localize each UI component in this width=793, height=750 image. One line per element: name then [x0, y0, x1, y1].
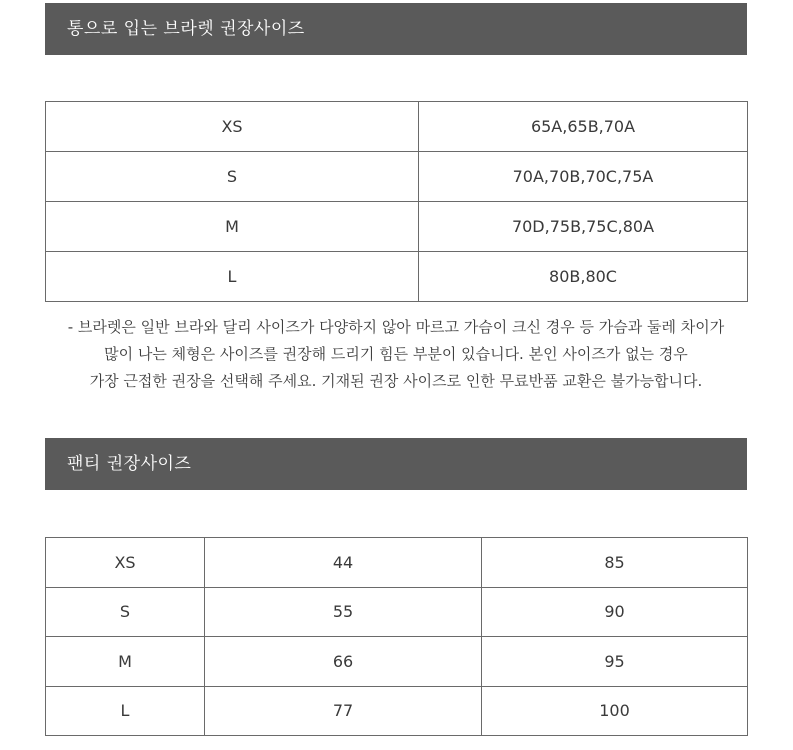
panty-value-cell: 85 — [482, 538, 748, 588]
note-line: 많이 나는 체형은 사이즈를 권장해 드리기 힘든 부분이 있습니다. 본인 사이즈가 없는 경우 — [104, 345, 688, 363]
table-row — [46, 686, 748, 736]
panty-size-table — [45, 537, 748, 736]
table-row — [46, 587, 748, 637]
panty-value-cell: 66 — [205, 637, 482, 687]
note-line: - 브라렛은 일반 브라와 달리 사이즈가 다양하지 않아 마르고 가슴이 크신 경우 등 가슴과 둘레 차이가 — [67, 318, 725, 336]
panty-size-cell: XS — [46, 538, 205, 588]
bra-size-cell: XS — [46, 102, 419, 152]
panty-value-cell: 55 — [205, 587, 482, 637]
table-row — [46, 252, 748, 302]
bra-size-cell: L — [46, 252, 419, 302]
table-row — [46, 202, 748, 252]
panty-value-cell: 44 — [205, 538, 482, 588]
panty-size-header — [45, 438, 747, 490]
bra-recommended-cell: 70A,70B,70C,75A — [419, 152, 748, 202]
table-row — [46, 637, 748, 687]
panty-size-title: 팬티 권장사이즈 — [67, 454, 192, 474]
note-line: 가장 근접한 권장을 선택해 주세요. 기재된 권장 사이즈로 인한 무료반품 교환은 불가능합니다. — [89, 372, 703, 390]
bra-size-cell: M — [46, 202, 419, 252]
bra-size-note — [45, 314, 747, 395]
bra-recommended-cell: 80B,80C — [419, 252, 748, 302]
bra-size-cell: S — [46, 152, 419, 202]
bra-size-header — [45, 3, 747, 55]
bra-size-table — [45, 101, 748, 302]
panty-value-cell: 95 — [482, 637, 748, 687]
bra-recommended-cell: 70D,75B,75C,80A — [419, 202, 748, 252]
panty-size-cell: M — [46, 637, 205, 687]
bra-recommended-cell: 65A,65B,70A — [419, 102, 748, 152]
table-row — [46, 102, 748, 152]
bra-size-title: 통으로 입는 브라렛 권장사이즈 — [67, 19, 305, 39]
panty-value-cell: 90 — [482, 587, 748, 637]
panty-size-cell: L — [46, 686, 205, 736]
panty-size-cell: S — [46, 587, 205, 637]
table-row — [46, 538, 748, 588]
panty-value-cell: 77 — [205, 686, 482, 736]
panty-value-cell: 100 — [482, 686, 748, 736]
table-row — [46, 152, 748, 202]
